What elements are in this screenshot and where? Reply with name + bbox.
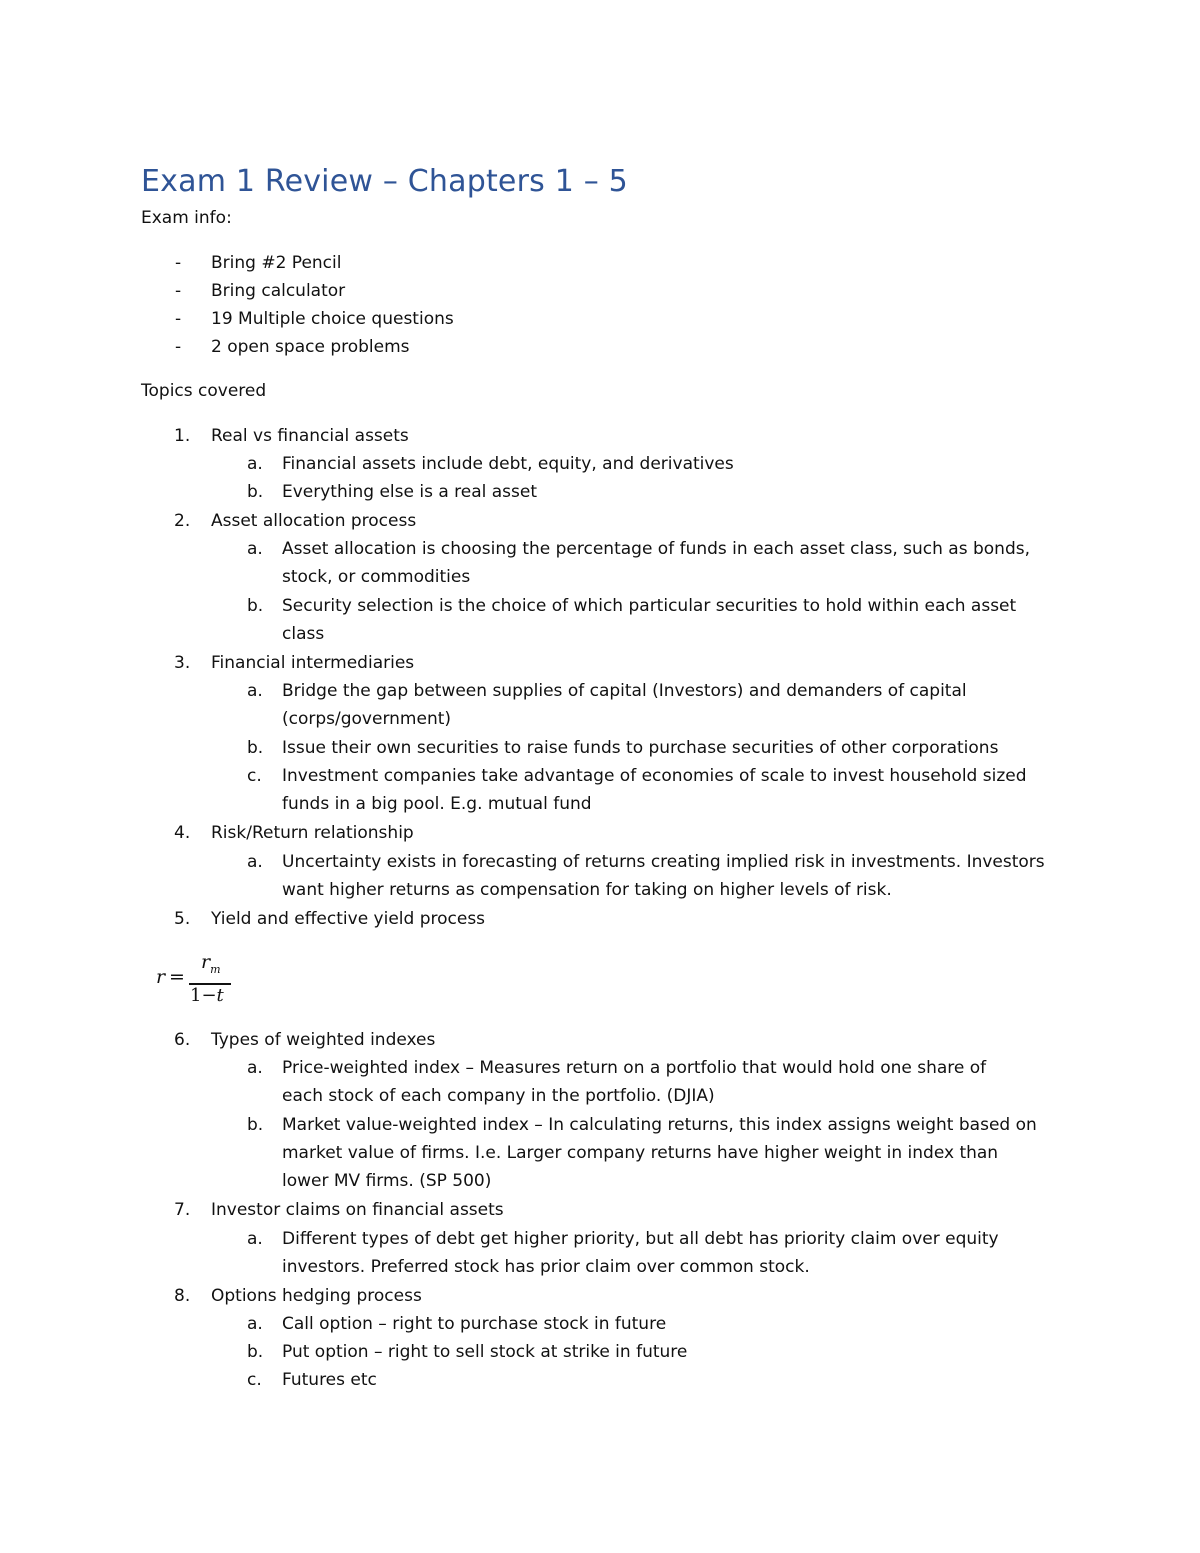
sub-letter: c.	[247, 766, 262, 786]
topic-number: 6.	[174, 1030, 191, 1050]
formula-equals: =	[169, 966, 185, 988]
sub-item-text: each stock of each company in the portfolio. (DJIA)	[282, 1086, 715, 1106]
sub-letter: b.	[247, 596, 264, 616]
page-title: Exam 1 Review – Chapters 1 – 5	[141, 164, 628, 199]
topic-label: Asset allocation process	[211, 511, 417, 531]
sub-item-text: Different types of debt get higher priority, but all debt has priority claim over equity	[282, 1229, 999, 1249]
bullet-dash: -	[175, 281, 182, 301]
sub-letter: b.	[247, 482, 264, 502]
topic-label: Investor claims on financial assets	[211, 1200, 504, 1220]
topic-label: Yield and effective yield process	[211, 909, 486, 929]
sub-letter: a.	[247, 1229, 263, 1249]
sub-letter: b.	[247, 1342, 264, 1362]
sub-letter: a.	[247, 1058, 263, 1078]
sub-item-text: Bridge the gap between supplies of capital (Investors) and demanders of capital	[282, 681, 967, 701]
sub-item-text: investors. Preferred stock has prior claim over common stock.	[282, 1257, 810, 1277]
topic-label: Real vs financial assets	[211, 426, 409, 446]
bullet-dash: -	[175, 253, 182, 273]
exam-info-item: Bring #2 Pencil	[211, 253, 342, 273]
topic-number: 2.	[174, 511, 191, 531]
exam-info-item: Bring calculator	[211, 281, 346, 301]
sub-item-text: stock, or commodities	[282, 567, 471, 587]
topic-label: Financial intermediaries	[211, 653, 415, 673]
sub-item-text: (corps/government)	[282, 709, 452, 729]
sub-item-text: Uncertainty exists in forecasting of returns creating implied risk in investments. Investors	[282, 852, 1045, 872]
topic-label: Types of weighted indexes	[211, 1030, 436, 1050]
sub-item-text: Call option – right to purchase stock in future	[282, 1314, 667, 1334]
yield-formula	[156, 952, 246, 1008]
sub-letter: a.	[247, 852, 263, 872]
sub-item-text: Futures etc	[282, 1370, 377, 1390]
topic-label: Options hedging process	[211, 1286, 422, 1306]
topic-number: 1.	[174, 426, 191, 446]
sub-letter: a.	[247, 1314, 263, 1334]
sub-item-text: Market value-weighted index – In calculating returns, this index assigns weight based on	[282, 1115, 1037, 1135]
bullet-dash: -	[175, 337, 182, 357]
sub-item-text: Financial assets include debt, equity, and derivatives	[282, 454, 734, 474]
sub-letter: a.	[247, 539, 263, 559]
sub-item-text: market value of firms. I.e. Larger company returns have higher weight in index than	[282, 1143, 999, 1163]
exam-info-item: 19 Multiple choice questions	[211, 309, 454, 329]
sub-item-text: class	[282, 624, 325, 644]
sub-letter: a.	[247, 681, 263, 701]
sub-item-text: Put option – right to sell stock at strike in future	[282, 1342, 688, 1362]
topic-number: 7.	[174, 1200, 191, 1220]
sub-item-text: funds in a big pool. E.g. mutual fund	[282, 794, 592, 814]
sub-item-text: Security selection is the choice of which particular securities to hold within each asset	[282, 596, 1017, 616]
formula-denominator: 1−t	[190, 985, 224, 1006]
exam-info-label: Exam info:	[141, 208, 232, 228]
sub-item-text: lower MV firms. (SP 500)	[282, 1171, 492, 1191]
sub-item-text: Price-weighted index – Measures return on a portfolio that would hold one share of	[282, 1058, 987, 1078]
sub-letter: c.	[247, 1370, 262, 1390]
topic-number: 8.	[174, 1286, 191, 1306]
topic-label: Risk/Return relationship	[211, 823, 414, 843]
sub-item-text: want higher returns as compensation for taking on higher levels of risk.	[282, 880, 892, 900]
sub-letter: b.	[247, 1115, 264, 1135]
sub-item-text: Issue their own securities to raise funds to purchase securities of other corporations	[282, 738, 999, 758]
formula-numerator: $r_m$	[201, 951, 221, 976]
topic-number: 4.	[174, 823, 191, 843]
bullet-dash: -	[175, 309, 182, 329]
formula-lhs: r	[156, 966, 166, 988]
sub-item-text: Investment companies take advantage of economies of scale to invest household sized	[282, 766, 1027, 786]
sub-item-text: Asset allocation is choosing the percentage of funds in each asset class, such as bonds,	[282, 539, 1031, 559]
sub-item-text: Everything else is a real asset	[282, 482, 538, 502]
topic-number: 5.	[174, 909, 191, 929]
sub-letter: b.	[247, 738, 264, 758]
sub-letter: a.	[247, 454, 263, 474]
topics-label: Topics covered	[141, 381, 267, 401]
topic-number: 3.	[174, 653, 191, 673]
exam-info-item: 2 open space problems	[211, 337, 410, 357]
